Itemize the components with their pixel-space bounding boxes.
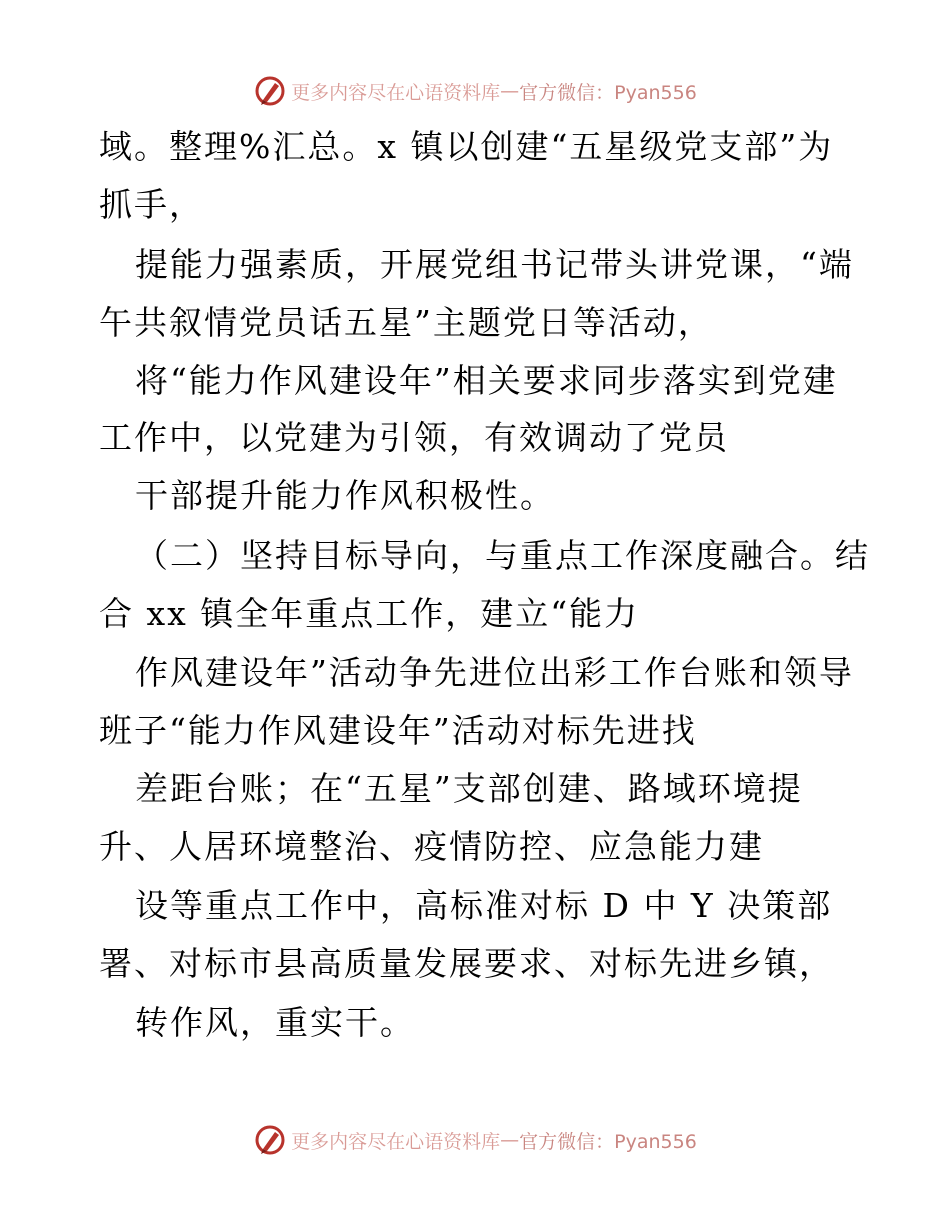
text-line: 抓手， <box>99 185 204 224</box>
text-line: 域。整理%汇总。x 镇以创建“五星级党支部”为 <box>99 127 834 166</box>
text-line: 将“能力作风建设年”相关要求同步落实到党建 <box>135 361 838 400</box>
watermark-text: 更多内容尽在心语资料库 <box>291 1130 501 1153</box>
text-line: 工作中，以党建为引领，有效调动了党员 <box>99 418 729 457</box>
text-line: 升、人居环境整治、疫情防控、应急能力建 <box>99 827 764 866</box>
text-line: （二）坚持目标导向，与重点工作深度融合。结 <box>135 536 870 575</box>
text-line: 署、对标市县高质量发展要求、对标先进乡镇， <box>99 944 834 983</box>
watermark-separator: — <box>500 1129 520 1151</box>
text-line: 转作风，重实干。 <box>135 1003 415 1042</box>
text-line: 干部提升能力作风积极性。 <box>135 476 555 515</box>
watermark-separator: — <box>500 80 520 102</box>
text-line: 午共叙情党员话五星”主题党日等活动， <box>99 303 713 342</box>
text-line: 差距台账；在“五星”支部创建、路域环境提 <box>135 769 803 808</box>
footer-watermark <box>0 1120 950 1160</box>
watermark-contact: 官方微信：Pyan556 <box>519 1130 697 1153</box>
watermark-contact: 官方微信：Pyan556 <box>519 81 697 104</box>
watermark-text: 更多内容尽在心语资料库 <box>291 81 501 104</box>
text-line: 班子“能力作风建设年”活动对标先进找 <box>99 711 697 750</box>
pen-in-circle-logo-icon <box>253 1123 287 1157</box>
text-line: 合 xx 镇全年重点工作，建立“能力 <box>99 594 640 633</box>
text-line: 设等重点工作中，高标准对标 D 中 Y 决策部 <box>135 886 833 925</box>
text-line: 提能力强素质，开展党组书记带头讲党课，“端 <box>135 245 854 284</box>
text-line: 作风建设年”活动争先进位出彩工作台账和领导 <box>135 653 854 692</box>
